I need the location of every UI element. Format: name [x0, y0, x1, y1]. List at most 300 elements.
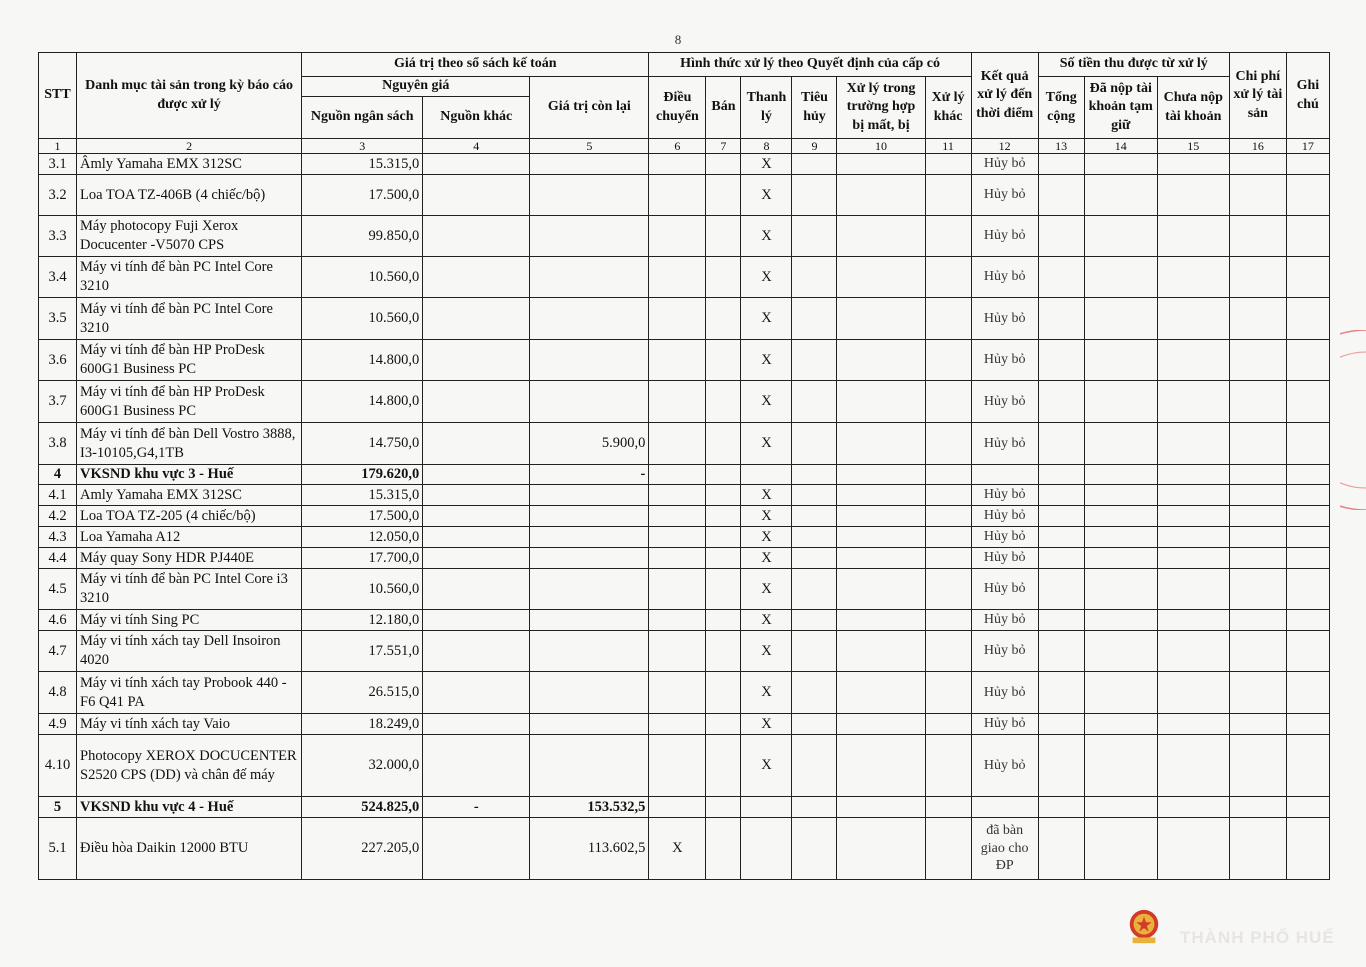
row-paid-temp: [1084, 423, 1157, 465]
row-other-source: [423, 672, 530, 714]
row-handling-cost: [1229, 340, 1286, 381]
table-row: [39, 175, 1330, 216]
row-result: Hủy bỏ: [971, 569, 1038, 610]
row-transfer-mark: [649, 154, 706, 175]
row-stt: 4.8: [39, 672, 77, 714]
asset-disposal-table: [38, 52, 1330, 880]
row-not-paid: [1157, 485, 1229, 506]
row-paid-temp: [1084, 735, 1157, 797]
row-transfer-mark: [649, 216, 706, 257]
row-paid-temp: [1084, 298, 1157, 340]
row-other-handling-mark: [925, 797, 971, 818]
row-liquidate-mark: X: [741, 216, 792, 257]
table-row: [39, 631, 1330, 672]
row-total: [1038, 175, 1084, 216]
row-not-paid: [1157, 154, 1229, 175]
row-transfer-mark: [649, 381, 706, 423]
row-not-paid: [1157, 216, 1229, 257]
row-other-source: [423, 298, 530, 340]
row-stt: 5.1: [39, 818, 77, 880]
row-sell-mark: [706, 797, 741, 818]
row-paid-temp: [1084, 610, 1157, 631]
row-remaining-value: [530, 257, 649, 298]
row-sell-mark: [706, 175, 741, 216]
row-paid-temp: [1084, 569, 1157, 610]
column-number: 6: [649, 139, 706, 154]
row-transfer-mark: [649, 298, 706, 340]
row-remaining-value: [530, 672, 649, 714]
row-destroy-mark: [792, 569, 837, 610]
row-handling-cost: [1229, 527, 1286, 548]
column-number: 16: [1229, 139, 1286, 154]
row-destroy-mark: [792, 423, 837, 465]
row-not-paid: [1157, 465, 1229, 485]
row-not-paid: [1157, 506, 1229, 527]
row-other-handling-mark: [925, 735, 971, 797]
header-handling-cost: Chi phí xử lý tài sản: [1229, 53, 1286, 139]
row-sell-mark: [706, 818, 741, 880]
row-note: [1286, 175, 1329, 216]
row-total: [1038, 465, 1084, 485]
row-handling-cost: [1229, 735, 1286, 797]
national-emblem-icon: [1125, 907, 1163, 947]
column-number: 7: [706, 139, 741, 154]
row-destroy-mark: [792, 714, 837, 735]
row-not-paid: [1157, 548, 1229, 569]
row-handling-cost: [1229, 423, 1286, 465]
row-liquidate-mark: X: [741, 298, 792, 340]
header-note: Ghi chú: [1286, 53, 1329, 139]
row-lost-case-mark: [837, 797, 925, 818]
row-destroy-mark: [792, 216, 837, 257]
row-transfer-mark: [649, 465, 706, 485]
row-destroy-mark: [792, 527, 837, 548]
row-budget-source: 10.560,0: [302, 298, 423, 340]
row-lost-case-mark: [837, 818, 925, 880]
row-lost-case-mark: [837, 257, 925, 298]
row-lost-case-mark: [837, 506, 925, 527]
row-paid-temp: [1084, 797, 1157, 818]
table-row: [39, 506, 1330, 527]
row-note: [1286, 216, 1329, 257]
row-remaining-value: 5.900,0: [530, 423, 649, 465]
row-result: [971, 465, 1038, 485]
row-asset-name: Máy vi tính để bàn PC Intel Core 3210: [77, 257, 302, 298]
row-stt: 4.2: [39, 506, 77, 527]
row-liquidate-mark: X: [741, 154, 792, 175]
row-total: [1038, 506, 1084, 527]
row-destroy-mark: [792, 465, 837, 485]
row-destroy-mark: [792, 506, 837, 527]
row-result: Hủy bỏ: [971, 298, 1038, 340]
row-budget-source: 10.560,0: [302, 569, 423, 610]
row-budget-source: 14.750,0: [302, 423, 423, 465]
row-asset-name: Âmly Yamaha EMX 312SC: [77, 154, 302, 175]
column-number: 2: [77, 139, 302, 154]
row-lost-case-mark: [837, 298, 925, 340]
header-category: Danh mục tài sản trong kỳ báo cáo được xử lý: [77, 53, 302, 139]
row-result: Hủy bỏ: [971, 714, 1038, 735]
row-remaining-value: [530, 631, 649, 672]
row-paid-temp: [1084, 506, 1157, 527]
row-other-source: [423, 465, 530, 485]
row-not-paid: [1157, 257, 1229, 298]
row-not-paid: [1157, 527, 1229, 548]
header-budget-source: Nguồn ngân sách: [302, 97, 423, 139]
row-result: Hủy bỏ: [971, 527, 1038, 548]
row-liquidate-mark: X: [741, 735, 792, 797]
table-row: [39, 298, 1330, 340]
row-asset-name: Máy photocopy Fuji Xerox Docucenter -V5070 CPS: [77, 216, 302, 257]
row-sell-mark: [706, 465, 741, 485]
row-stt: 3.5: [39, 298, 77, 340]
header-transfer: Điều chuyển: [649, 77, 706, 139]
row-paid-temp: [1084, 672, 1157, 714]
row-handling-cost: [1229, 506, 1286, 527]
row-note: [1286, 340, 1329, 381]
row-remaining-value: [530, 527, 649, 548]
row-result: Hủy bỏ: [971, 485, 1038, 506]
header-destroy: Tiêu hủy: [792, 77, 837, 139]
row-total: [1038, 154, 1084, 175]
row-destroy-mark: [792, 298, 837, 340]
row-total: [1038, 610, 1084, 631]
row-transfer-mark: [649, 631, 706, 672]
row-total: [1038, 423, 1084, 465]
row-remaining-value: 153.532,5: [530, 797, 649, 818]
row-note: [1286, 381, 1329, 423]
row-paid-temp: [1084, 527, 1157, 548]
row-transfer-mark: [649, 485, 706, 506]
table-row: [39, 381, 1330, 423]
row-budget-source: 17.551,0: [302, 631, 423, 672]
row-sell-mark: [706, 423, 741, 465]
row-paid-temp: [1084, 631, 1157, 672]
row-other-source: [423, 257, 530, 298]
table-row: [39, 735, 1330, 797]
row-sell-mark: [706, 257, 741, 298]
row-budget-source: 179.620,0: [302, 465, 423, 485]
row-sell-mark: [706, 216, 741, 257]
row-stt: 4: [39, 465, 77, 485]
row-liquidate-mark: X: [741, 506, 792, 527]
row-budget-source: 26.515,0: [302, 672, 423, 714]
column-number: 11: [925, 139, 971, 154]
row-total: [1038, 298, 1084, 340]
row-liquidate-mark: X: [741, 340, 792, 381]
row-paid-temp: [1084, 485, 1157, 506]
row-destroy-mark: [792, 631, 837, 672]
row-asset-name: Máy vi tính xách tay Dell Insoiron 4020: [77, 631, 302, 672]
row-other-source: [423, 423, 530, 465]
row-other-source: [423, 569, 530, 610]
row-budget-source: 17.500,0: [302, 506, 423, 527]
table-row: [39, 714, 1330, 735]
page-number: 8: [674, 32, 682, 47]
row-destroy-mark: [792, 154, 837, 175]
row-note: [1286, 257, 1329, 298]
column-number: 15: [1157, 139, 1229, 154]
row-sell-mark: [706, 527, 741, 548]
row-sell-mark: [706, 672, 741, 714]
row-handling-cost: [1229, 548, 1286, 569]
row-sell-mark: [706, 631, 741, 672]
row-handling-cost: [1229, 569, 1286, 610]
group-row: [39, 797, 1330, 818]
row-stt: 3.6: [39, 340, 77, 381]
row-paid-temp: [1084, 714, 1157, 735]
row-liquidate-mark: X: [741, 569, 792, 610]
row-not-paid: [1157, 569, 1229, 610]
row-total: [1038, 569, 1084, 610]
row-budget-source: 524.825,0: [302, 797, 423, 818]
row-total: [1038, 548, 1084, 569]
table-row: [39, 340, 1330, 381]
row-destroy-mark: [792, 175, 837, 216]
table-row: [39, 569, 1330, 610]
row-remaining-value: [530, 216, 649, 257]
row-other-source: [423, 610, 530, 631]
row-stt: 5: [39, 797, 77, 818]
row-total: [1038, 216, 1084, 257]
row-liquidate-mark: X: [741, 672, 792, 714]
row-result: đã bàn giao cho ĐP: [971, 818, 1038, 880]
row-result: Hủy bỏ: [971, 381, 1038, 423]
row-lost-case-mark: [837, 527, 925, 548]
header-book-value: Giá trị theo sổ sách kế toán: [302, 53, 649, 77]
row-handling-cost: [1229, 818, 1286, 880]
row-result: Hủy bỏ: [971, 154, 1038, 175]
row-result: Hủy bỏ: [971, 631, 1038, 672]
table-row: [39, 423, 1330, 465]
row-result: [971, 797, 1038, 818]
row-destroy-mark: [792, 381, 837, 423]
header-other-handling: Xử lý khác: [925, 77, 971, 139]
row-remaining-value: [530, 175, 649, 216]
row-liquidate-mark: X: [741, 175, 792, 216]
row-total: [1038, 257, 1084, 298]
row-result: Hủy bỏ: [971, 216, 1038, 257]
row-total: [1038, 340, 1084, 381]
row-result: Hủy bỏ: [971, 175, 1038, 216]
header-paid-temp: Đã nộp tài khoản tạm giữ: [1084, 77, 1157, 139]
row-stt: 3.3: [39, 216, 77, 257]
row-transfer-mark: X: [649, 818, 706, 880]
header-remaining-value: Giá trị còn lại: [530, 77, 649, 139]
row-stt: 3.4: [39, 257, 77, 298]
header-other-source: Nguồn khác: [423, 97, 530, 139]
row-handling-cost: [1229, 381, 1286, 423]
column-number: 12: [971, 139, 1038, 154]
row-other-handling-mark: [925, 569, 971, 610]
row-transfer-mark: [649, 548, 706, 569]
row-note: [1286, 735, 1329, 797]
row-asset-name: Máy vi tính Sing PC: [77, 610, 302, 631]
row-other-source: [423, 714, 530, 735]
row-transfer-mark: [649, 506, 706, 527]
row-stt: 4.4: [39, 548, 77, 569]
column-number: 3: [302, 139, 423, 154]
row-note: [1286, 714, 1329, 735]
column-number: 13: [1038, 139, 1084, 154]
row-budget-source: 10.560,0: [302, 257, 423, 298]
row-remaining-value: [530, 340, 649, 381]
row-handling-cost: [1229, 465, 1286, 485]
row-other-handling-mark: [925, 818, 971, 880]
row-stt: 3.2: [39, 175, 77, 216]
row-remaining-value: [530, 381, 649, 423]
row-sell-mark: [706, 298, 741, 340]
row-not-paid: [1157, 381, 1229, 423]
row-other-source: [423, 735, 530, 797]
table-row: [39, 818, 1330, 880]
row-asset-name: VKSND khu vực 4 - Huế: [77, 797, 302, 818]
row-remaining-value: [530, 298, 649, 340]
row-note: [1286, 569, 1329, 610]
header-not-paid: Chưa nộp tài khoản: [1157, 77, 1229, 139]
row-paid-temp: [1084, 465, 1157, 485]
row-lost-case-mark: [837, 216, 925, 257]
row-asset-name: Máy vi tính để bàn PC Intel Core i3 3210: [77, 569, 302, 610]
row-other-source: [423, 818, 530, 880]
row-other-handling-mark: [925, 465, 971, 485]
row-lost-case-mark: [837, 423, 925, 465]
column-number: 8: [741, 139, 792, 154]
row-remaining-value: -: [530, 465, 649, 485]
row-transfer-mark: [649, 175, 706, 216]
row-budget-source: 17.700,0: [302, 548, 423, 569]
row-transfer-mark: [649, 257, 706, 298]
row-budget-source: 12.050,0: [302, 527, 423, 548]
table-row: [39, 610, 1330, 631]
row-transfer-mark: [649, 340, 706, 381]
row-paid-temp: [1084, 548, 1157, 569]
row-handling-cost: [1229, 797, 1286, 818]
row-paid-temp: [1084, 340, 1157, 381]
row-total: [1038, 527, 1084, 548]
row-note: [1286, 298, 1329, 340]
row-handling-cost: [1229, 175, 1286, 216]
row-liquidate-mark: [741, 818, 792, 880]
row-not-paid: [1157, 610, 1229, 631]
row-other-handling-mark: [925, 175, 971, 216]
row-stt: 4.3: [39, 527, 77, 548]
row-handling-cost: [1229, 610, 1286, 631]
row-total: [1038, 714, 1084, 735]
red-stamp-edge: [1340, 330, 1366, 510]
row-asset-name: Loa TOA TZ-406B (4 chiếc/bộ): [77, 175, 302, 216]
row-asset-name: Máy vi tính xách tay Probook 440 - F6 Q41 PA: [77, 672, 302, 714]
row-liquidate-mark: X: [741, 631, 792, 672]
row-budget-source: 14.800,0: [302, 340, 423, 381]
row-other-handling-mark: [925, 381, 971, 423]
row-other-handling-mark: [925, 485, 971, 506]
header-stt: STT: [39, 53, 77, 139]
table-row: [39, 154, 1330, 175]
row-other-handling-mark: [925, 672, 971, 714]
row-asset-name: Máy quay Sony HDR PJ440E: [77, 548, 302, 569]
row-budget-source: 14.800,0: [302, 381, 423, 423]
row-remaining-value: [530, 714, 649, 735]
table-row: [39, 548, 1330, 569]
row-stt: 3.1: [39, 154, 77, 175]
row-sell-mark: [706, 610, 741, 631]
row-paid-temp: [1084, 154, 1157, 175]
row-lost-case-mark: [837, 714, 925, 735]
row-stt: 4.1: [39, 485, 77, 506]
row-destroy-mark: [792, 735, 837, 797]
header-total: Tổng cộng: [1038, 77, 1084, 139]
row-paid-temp: [1084, 257, 1157, 298]
row-budget-source: 17.500,0: [302, 175, 423, 216]
row-asset-name: Máy vi tính để bàn HP ProDesk 600G1 Business PC: [77, 340, 302, 381]
column-number: 4: [423, 139, 530, 154]
row-note: [1286, 548, 1329, 569]
row-total: [1038, 631, 1084, 672]
row-not-paid: [1157, 672, 1229, 714]
row-remaining-value: 113.602,5: [530, 818, 649, 880]
row-stt: 3.7: [39, 381, 77, 423]
row-handling-cost: [1229, 714, 1286, 735]
header-original-price: Nguyên giá: [302, 77, 530, 97]
row-result: Hủy bỏ: [971, 506, 1038, 527]
row-total: [1038, 735, 1084, 797]
row-asset-name: Máy vi tính xách tay Vaio: [77, 714, 302, 735]
row-liquidate-mark: X: [741, 527, 792, 548]
row-stt: 4.10: [39, 735, 77, 797]
header-liquidate: Thanh lý: [741, 77, 792, 139]
row-not-paid: [1157, 298, 1229, 340]
row-not-paid: [1157, 735, 1229, 797]
row-asset-name: VKSND khu vực 3 - Huế: [77, 465, 302, 485]
row-note: [1286, 485, 1329, 506]
row-total: [1038, 797, 1084, 818]
row-other-source: [423, 485, 530, 506]
row-lost-case-mark: [837, 672, 925, 714]
row-result: Hủy bỏ: [971, 610, 1038, 631]
row-other-handling-mark: [925, 506, 971, 527]
row-stt: 4.9: [39, 714, 77, 735]
row-not-paid: [1157, 797, 1229, 818]
row-lost-case-mark: [837, 735, 925, 797]
row-other-source: [423, 631, 530, 672]
table-row: [39, 216, 1330, 257]
row-paid-temp: [1084, 818, 1157, 880]
row-liquidate-mark: X: [741, 381, 792, 423]
row-budget-source: 99.850,0: [302, 216, 423, 257]
header-lost-case: Xử lý trong trường hợp bị mất, bị: [837, 77, 925, 139]
row-other-handling-mark: [925, 154, 971, 175]
row-other-handling-mark: [925, 216, 971, 257]
row-note: [1286, 506, 1329, 527]
table-row: [39, 485, 1330, 506]
row-handling-cost: [1229, 154, 1286, 175]
header-handling-form: Hình thức xử lý theo Quyết định của cấp có: [649, 53, 971, 77]
row-transfer-mark: [649, 527, 706, 548]
row-budget-source: 15.315,0: [302, 485, 423, 506]
row-liquidate-mark: X: [741, 423, 792, 465]
row-asset-name: Loa Yamaha A12: [77, 527, 302, 548]
row-remaining-value: [530, 548, 649, 569]
row-not-paid: [1157, 175, 1229, 216]
row-budget-source: 18.249,0: [302, 714, 423, 735]
row-result: Hủy bỏ: [971, 548, 1038, 569]
row-other-source: [423, 175, 530, 216]
row-liquidate-mark: X: [741, 610, 792, 631]
row-lost-case-mark: [837, 610, 925, 631]
row-other-source: -: [423, 797, 530, 818]
row-other-source: [423, 340, 530, 381]
